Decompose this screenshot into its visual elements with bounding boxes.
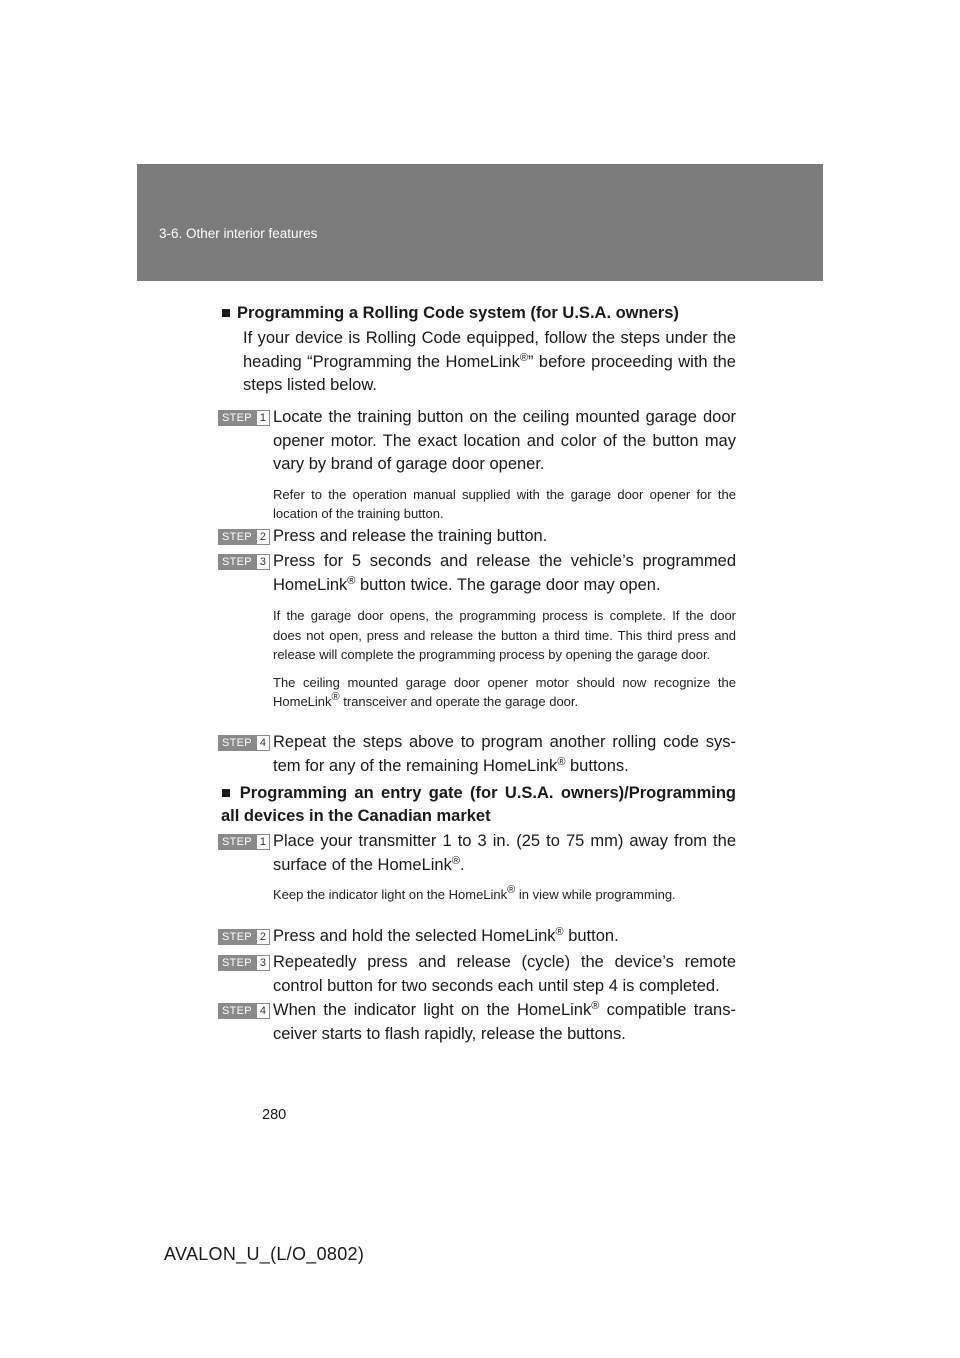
- step-note: If the garage door opens, the programming process is complete. If the door does not open, press and release the button a third time. This third press and release will complete the programming process by opening the garage door.: [273, 608, 736, 662]
- step-text: Repeat the steps above to program another rolling code system for any of the remaining HomeLink® buttons.: [273, 733, 736, 775]
- step-badge: STEP 2: [218, 929, 270, 945]
- step-badge: STEP 3: [218, 554, 270, 570]
- step-text: Press and hold the selected HomeLink® button.: [273, 926, 619, 945]
- rolling-step-2: [218, 525, 736, 549]
- rolling-code-heading: ■ Programming a Rolling Code system (for U.S.A. owners): [221, 304, 679, 322]
- gate-step-1: [218, 830, 736, 905]
- gate-step-3: [218, 951, 736, 998]
- step-badge: STEP 1: [218, 834, 270, 850]
- step-badge: STEP 4: [218, 1003, 270, 1019]
- rolling-step-3: [218, 550, 736, 712]
- step-text: Repeatedly press and release (cycle) the device’s remote control button for two seconds each until step 4 is completed.: [273, 953, 736, 995]
- step-badge: STEP 4: [218, 735, 270, 751]
- gate-step-2: [218, 925, 736, 949]
- step-badge: STEP 1: [218, 410, 270, 426]
- step-text: Locate the training button on the ceiling mounted garage door opener motor. The exact location and color of the button may vary by brand of garage door opener.: [273, 408, 736, 473]
- square-bullet-icon: ■: [221, 304, 231, 322]
- gate-step-4: [218, 999, 736, 1046]
- page-number: 280: [262, 1107, 287, 1123]
- step-badge: STEP 2: [218, 529, 270, 545]
- entry-gate-heading: ■ Programming an entry gate (for U.S.A. owners)/Programming all devices in the Canadian market: [221, 784, 736, 825]
- square-bullet-icon: ■: [221, 784, 234, 802]
- step-note: Keep the indicator light on the HomeLink® in view while programming.: [273, 884, 676, 902]
- section-header-bar: [137, 164, 823, 281]
- step-note: Refer to the operation manual supplied with the garage door opener for the location of the training button.: [273, 486, 736, 521]
- step-text: When the indicator light on the HomeLink® compatible transceiver starts to flash rapidly, release the buttons.: [273, 1000, 736, 1043]
- step-text: Press for 5 seconds and release the vehicle’s programmed HomeLink® button twice. The garage door may open.: [273, 552, 736, 594]
- rolling-code-intro: If your device is Rolling Code equipped, follow the steps under the heading “Programming the HomeLink®” before proceeding with the steps listed below.: [243, 329, 736, 394]
- document-code-footer: AVALON_U_(L/O_0802): [164, 1244, 365, 1264]
- step-text: Place your transmitter 1 to 3 in. (25 to 75 mm) away from the surface of the HomeLink®.: [273, 832, 736, 874]
- step-badge: STEP 3: [218, 955, 270, 971]
- rolling-step-1: [218, 406, 736, 524]
- section-title: 3-6. Other interior features: [159, 226, 318, 241]
- step-text: Press and release the training button.: [273, 527, 548, 545]
- step-note: The ceiling mounted garage door opener motor should now recognize the HomeLink® transceiver and operate the garage door.: [273, 674, 736, 709]
- rolling-step-4: [218, 731, 736, 778]
